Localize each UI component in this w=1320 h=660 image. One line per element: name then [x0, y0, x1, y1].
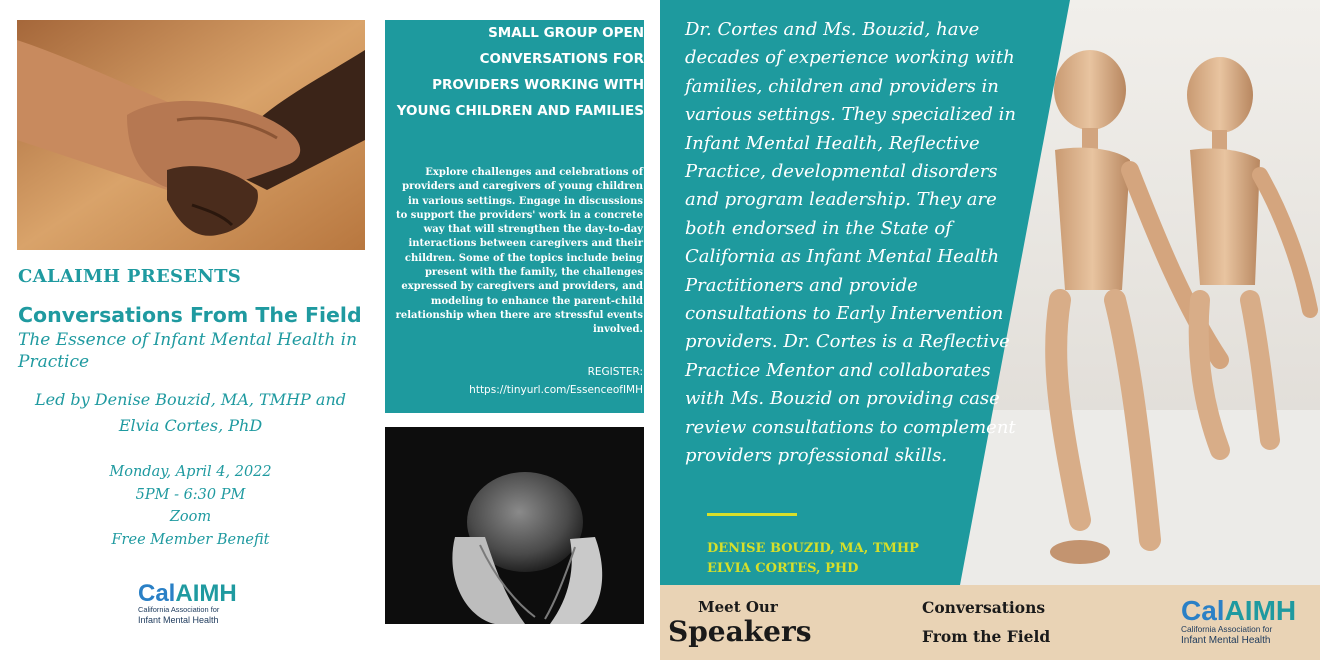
led-by-line-2: Elvia Cortes, PhD: [118, 416, 263, 435]
calaimh-logo-left: [138, 582, 258, 625]
footer-speakers: Speakers: [668, 615, 812, 648]
hands-illustration: [17, 20, 365, 250]
logo-wordmark: [1181, 597, 1311, 625]
logo-subtitle-line-2: Infant Mental Health: [1181, 634, 1271, 646]
speaker-name-2: ELVIA CORTES, PHD: [707, 561, 859, 576]
event-benefit: Free Member Benefit: [111, 531, 270, 548]
logo-cal-text: Cal: [138, 580, 176, 607]
logo-wordmark: [138, 582, 258, 606]
speakers-bio: Dr. Cortes and Ms. Bouzid, have decades of experience working with families, children and providers in various settings. They specialized in Infant Mental Health, Reflective Practice, developmental disorders and program leadership. They are both endorsed in the State of California as Infant Mental Health Practitioners and provide consultations to Early Intervention providers. Dr. Cortes is a Reflective Practice Mentor and collaborates with Ms. Bouzid on providing case review consultations to complement providers professional skills.: [685, 19, 1016, 467]
logo-subtitle-line-1: California Association for: [1181, 624, 1273, 634]
event-location: Zoom: [169, 509, 212, 525]
baby-illustration: [385, 427, 644, 624]
footer-from-the-field: From the Field: [922, 627, 1051, 646]
event-date: Monday, April 4, 2022: [109, 464, 272, 480]
register-link[interactable]: https://tinyurl.com/EssenceofIMH: [469, 384, 643, 396]
footer-meet-our: Meet Our: [698, 598, 778, 616]
info-body: Explore challenges and celebrations of providers and caregivers of young children in various settings. Engage in discussions to support the providers' work in a concrete way that will strengthen the day-to-day interactions between caregivers and their children. Some of the topics include being present with the family, the challenges expressed by caregivers and providers, and modeling to enhance the parent-child relationship when there are stressful events involved.: [395, 167, 643, 336]
presenter-heading: CALAIMH PRESENTS: [18, 266, 242, 287]
event-details: [18, 461, 363, 551]
event-time: 5PM - 6:30 PM: [135, 486, 246, 503]
logo-subtitle-line-1: California Association for: [138, 605, 220, 614]
info-heading: SMALL GROUP OPEN CONVERSATIONS FOR PROVIDERS WORKING WITH YOUNG CHILDREN AND FAMILIES: [396, 25, 644, 119]
event-subtitle: The Essence of Infant Mental Health in Practice: [18, 330, 358, 372]
hands-photo: [17, 20, 365, 250]
led-by-line-1: Led by Denise Bouzid, MA, TMHP and: [35, 390, 346, 409]
logo-subtitle-line-2: Infant Mental Health: [138, 614, 219, 625]
logo-aimh-text: AIMH: [175, 580, 237, 607]
accent-divider: [707, 513, 797, 516]
event-title: Conversations From The Field: [18, 303, 362, 327]
baby-head-photo: [385, 427, 644, 624]
led-by-text: [18, 387, 363, 439]
footer-conversations: Conversations: [922, 598, 1046, 617]
logo-cal-text: Cal: [1181, 595, 1225, 626]
logo-aimh-text: AIMH: [1224, 595, 1297, 626]
calaimh-logo-right: [1181, 597, 1311, 646]
register-label: REGISTER:: [587, 366, 643, 378]
speaker-name-1: DENISE BOUZID, MA, TMHP: [707, 541, 919, 556]
